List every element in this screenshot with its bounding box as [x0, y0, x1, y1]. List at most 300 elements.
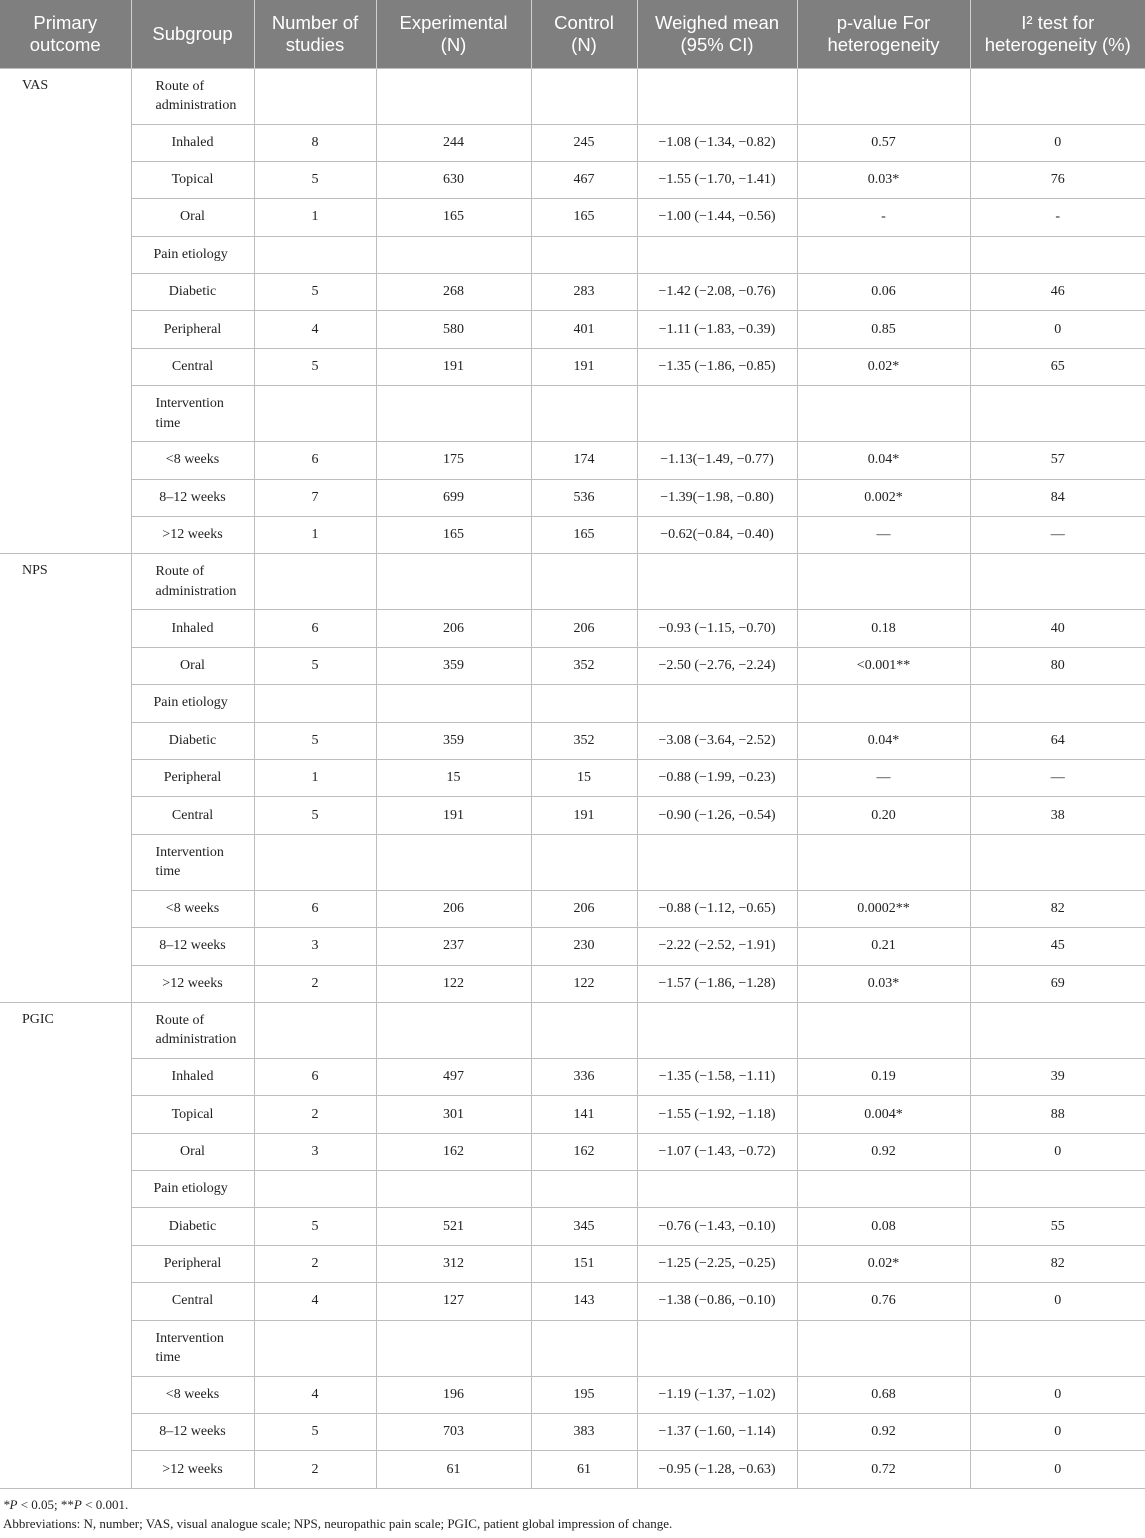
empty-cell [797, 1320, 970, 1376]
header-line: Control [554, 11, 614, 33]
experimental-cell: 359 [376, 647, 531, 684]
empty-cell [254, 834, 376, 890]
table-row [0, 1208, 1145, 1245]
weighed-mean-cell: −2.22 (−2.52, −1.91) [637, 928, 797, 965]
number-of-studies-cell: 5 [254, 722, 376, 759]
p-value-cell: 0.68 [797, 1376, 970, 1413]
experimental-cell: 191 [376, 797, 531, 834]
subgroup-cell: Central [131, 348, 254, 385]
header-line: heterogeneity [827, 33, 940, 55]
empty-cell [376, 1171, 531, 1208]
number-of-studies-cell: 4 [254, 1376, 376, 1413]
experimental-cell: 127 [376, 1283, 531, 1320]
p-value-cell: 0.08 [797, 1208, 970, 1245]
subgroup-heading-row [0, 386, 1145, 442]
control-header [531, 0, 637, 68]
i2-cell: 65 [970, 348, 1145, 385]
number-of-studies-cell: 7 [254, 479, 376, 516]
empty-cell [531, 1002, 637, 1058]
table-footnotes [0, 1489, 1145, 1533]
weighed-mean-cell: −0.76 (−1.43, −0.10) [637, 1208, 797, 1245]
weighed-mean-cell: −0.95 (−1.28, −0.63) [637, 1451, 797, 1488]
p-value-cell: <0.001** [797, 647, 970, 684]
empty-cell [254, 685, 376, 722]
p-value-cell: 0.57 [797, 124, 970, 161]
subgroup-heading-line: Intervention [155, 844, 224, 860]
table-row [0, 1245, 1145, 1282]
i2-cell: 82 [970, 1245, 1145, 1282]
i2-cell: — [970, 517, 1145, 554]
number-of-studies-cell: 2 [254, 965, 376, 1002]
i2-cell: - [970, 199, 1145, 236]
table-row [0, 610, 1145, 647]
subgroup-cell: 8–12 weeks [131, 1414, 254, 1451]
subgroup-header [131, 0, 254, 68]
control-cell: 336 [531, 1058, 637, 1095]
empty-cell [970, 386, 1145, 442]
number-of-studies-cell: 6 [254, 442, 376, 479]
table-row [0, 124, 1145, 161]
subgroup-heading-line: administration [155, 98, 237, 113]
control-cell: 206 [531, 610, 637, 647]
subgroup-heading-row [0, 834, 1145, 890]
header-line: Weighed mean [654, 11, 780, 33]
p-value-cell: 0.04* [797, 722, 970, 759]
experimental-cell: 301 [376, 1096, 531, 1133]
subgroup-heading-cell: Pain etiology [131, 1171, 254, 1208]
weighed-mean-cell: −1.37 (−1.60, −1.14) [637, 1414, 797, 1451]
empty-cell [970, 1002, 1145, 1058]
empty-cell [376, 834, 531, 890]
table-row [0, 274, 1145, 311]
subgroup-cell: >12 weeks [131, 517, 254, 554]
i2-cell: 0 [970, 1414, 1145, 1451]
i2-cell: 39 [970, 1058, 1145, 1095]
control-cell: 165 [531, 517, 637, 554]
control-cell: 383 [531, 1414, 637, 1451]
experimental-cell: 15 [376, 759, 531, 796]
empty-cell [637, 1171, 797, 1208]
p-value-cell: 0.02* [797, 348, 970, 385]
empty-cell [970, 68, 1145, 124]
i2-cell: 0 [970, 124, 1145, 161]
primary-outcome-header [0, 0, 131, 68]
subgroup-heading-cell [131, 1320, 254, 1376]
subgroup-cell: Peripheral [131, 311, 254, 348]
experimental-cell: 196 [376, 1376, 531, 1413]
table-row [0, 1096, 1145, 1133]
empty-cell [637, 68, 797, 124]
weighed-mean-cell: −1.13(−1.49, −0.77) [637, 442, 797, 479]
empty-cell [637, 1320, 797, 1376]
table-row [0, 479, 1145, 516]
i2-cell: — [970, 759, 1145, 796]
table-row [0, 928, 1145, 965]
header-line: Number of [271, 11, 359, 33]
p-value-cell: 0.004* [797, 1096, 970, 1133]
p-value-cell: — [797, 759, 970, 796]
table-row [0, 965, 1145, 1002]
p-value-cell: 0.002* [797, 479, 970, 516]
p-value-cell: - [797, 199, 970, 236]
control-cell: 283 [531, 274, 637, 311]
experimental-cell: 630 [376, 161, 531, 198]
subgroup-cell: <8 weeks [131, 442, 254, 479]
experimental-cell: 359 [376, 722, 531, 759]
abbreviations-footnote: Abbreviations: N, number; VAS, visual analogue scale; NPS, neuropathic pain scale; PGIC, patient global impression of change. [3, 1515, 673, 1531]
subgroup-heading-line: Route of [155, 1012, 205, 1028]
empty-cell [637, 554, 797, 610]
subgroup-heading-cell [131, 386, 254, 442]
weighed-mean-cell: −1.11 (−1.83, −0.39) [637, 311, 797, 348]
control-cell: 230 [531, 928, 637, 965]
table-row [0, 348, 1145, 385]
control-cell: 151 [531, 1245, 637, 1282]
p-value-cell: 0.04* [797, 442, 970, 479]
header-line: p-value For [836, 11, 931, 33]
empty-cell [797, 236, 970, 273]
subgroup-cell: Central [131, 797, 254, 834]
number-of-studies-cell: 2 [254, 1245, 376, 1282]
subgroup-heading-line: time [155, 1350, 181, 1366]
subgroup-cell: Inhaled [131, 610, 254, 647]
subgroup-heading-cell: Pain etiology [131, 685, 254, 722]
empty-cell [531, 554, 637, 610]
number-of-studies-cell: 5 [254, 348, 376, 385]
weighed-mean-cell: −1.07 (−1.43, −0.72) [637, 1133, 797, 1170]
i2-cell: 84 [970, 479, 1145, 516]
weighed-mean-cell: −2.50 (−2.76, −2.24) [637, 647, 797, 684]
header-line: Experimental [399, 11, 508, 33]
table-row [0, 199, 1145, 236]
number-of-studies-cell: 3 [254, 1133, 376, 1170]
experimental-cell: 244 [376, 124, 531, 161]
experimental-cell: 237 [376, 928, 531, 965]
table-row [0, 1414, 1145, 1451]
header-line: I² test for [1021, 11, 1095, 33]
weighed-mean-cell: −1.00 (−1.44, −0.56) [637, 199, 797, 236]
header-line: Primary [33, 11, 98, 33]
empty-cell [637, 834, 797, 890]
subgroup-heading-line: Intervention [155, 1330, 224, 1346]
p-value-cell: 0.92 [797, 1414, 970, 1451]
empty-cell [531, 1320, 637, 1376]
number-of-studies-cell: 5 [254, 161, 376, 198]
table-row [0, 311, 1145, 348]
subgroup-cell: Peripheral [131, 759, 254, 796]
empty-cell [797, 554, 970, 610]
empty-cell [376, 685, 531, 722]
significance-footnote: *P < 0.05; **P < 0.001. [3, 1496, 129, 1512]
subgroup-cell: Oral [131, 647, 254, 684]
i2-test-header [970, 0, 1145, 68]
empty-cell [254, 386, 376, 442]
subgroup-cell: Inhaled [131, 1058, 254, 1095]
weighed-mean-cell: −1.57 (−1.86, −1.28) [637, 965, 797, 1002]
weighed-mean-cell: −1.19 (−1.37, −1.02) [637, 1376, 797, 1413]
subgroup-cell: <8 weeks [131, 1376, 254, 1413]
header-line: (N) [571, 33, 597, 55]
p-value-cell: 0.76 [797, 1283, 970, 1320]
control-cell: 206 [531, 890, 637, 927]
table-row [0, 1283, 1145, 1320]
number-of-studies-cell: 1 [254, 759, 376, 796]
number-of-studies-cell: 5 [254, 797, 376, 834]
p-value-cell: 0.0002** [797, 890, 970, 927]
experimental-cell: 312 [376, 1245, 531, 1282]
empty-cell [970, 236, 1145, 273]
subgroup-heading-row [0, 68, 1145, 124]
table-row [0, 517, 1145, 554]
subgroup-cell: 8–12 weeks [131, 479, 254, 516]
i2-cell: 64 [970, 722, 1145, 759]
weighed-mean-cell: −1.55 (−1.70, −1.41) [637, 161, 797, 198]
experimental-cell: 699 [376, 479, 531, 516]
i2-cell: 0 [970, 1283, 1145, 1320]
experimental-header [376, 0, 531, 68]
subgroup-cell: Peripheral [131, 1245, 254, 1282]
p-value-cell: 0.06 [797, 274, 970, 311]
experimental-cell: 122 [376, 965, 531, 1002]
empty-cell [970, 554, 1145, 610]
i2-cell: 0 [970, 1451, 1145, 1488]
subgroup-cell: Diabetic [131, 274, 254, 311]
empty-cell [970, 1320, 1145, 1376]
weighed-mean-cell: −0.88 (−1.12, −0.65) [637, 890, 797, 927]
control-cell: 345 [531, 1208, 637, 1245]
i2-cell: 69 [970, 965, 1145, 1002]
experimental-cell: 268 [376, 274, 531, 311]
control-cell: 61 [531, 1451, 637, 1488]
table-row [0, 890, 1145, 927]
control-cell: 141 [531, 1096, 637, 1133]
subgroup-heading-line: time [155, 415, 181, 431]
i2-cell: 38 [970, 797, 1145, 834]
subgroup-cell: >12 weeks [131, 965, 254, 1002]
control-cell: 191 [531, 348, 637, 385]
number-of-studies-cell: 3 [254, 928, 376, 965]
subgroup-heading-line: Route of [155, 564, 205, 580]
empty-cell [531, 1171, 637, 1208]
experimental-cell: 206 [376, 890, 531, 927]
subgroup-heading-row [0, 554, 1145, 610]
i2-cell: 82 [970, 890, 1145, 927]
subgroup-heading-line: Route of [155, 78, 205, 94]
subgroup-cell: Diabetic [131, 1208, 254, 1245]
table-row [0, 1058, 1145, 1095]
subgroup-cell: Oral [131, 199, 254, 236]
weighed-mean-cell: −1.25 (−2.25, −0.25) [637, 1245, 797, 1282]
p-value-cell: 0.03* [797, 161, 970, 198]
experimental-cell: 175 [376, 442, 531, 479]
experimental-cell: 521 [376, 1208, 531, 1245]
p-value-cell: — [797, 517, 970, 554]
subgroup-cell: 8–12 weeks [131, 928, 254, 965]
p-value-cell: 0.03* [797, 965, 970, 1002]
subgroup-heading-cell [131, 1002, 254, 1058]
i2-cell: 0 [970, 1133, 1145, 1170]
control-cell: 536 [531, 479, 637, 516]
table-row [0, 759, 1145, 796]
weighed-mean-cell: −1.35 (−1.58, −1.11) [637, 1058, 797, 1095]
subgroup-heading-row [0, 1320, 1145, 1376]
experimental-cell: 580 [376, 311, 531, 348]
control-cell: 174 [531, 442, 637, 479]
number-of-studies-cell: 4 [254, 311, 376, 348]
i2-cell: 57 [970, 442, 1145, 479]
table-row [0, 647, 1145, 684]
weighed-mean-cell: −1.35 (−1.86, −0.85) [637, 348, 797, 385]
weighed-mean-cell: −0.93 (−1.15, −0.70) [637, 610, 797, 647]
empty-cell [797, 386, 970, 442]
weighed-mean-cell: −1.08 (−1.34, −0.82) [637, 124, 797, 161]
experimental-cell: 703 [376, 1414, 531, 1451]
subgroup-cell: >12 weeks [131, 1451, 254, 1488]
weighed-mean-cell: −1.55 (−1.92, −1.18) [637, 1096, 797, 1133]
empty-cell [637, 386, 797, 442]
primary-outcome-cell: VAS [0, 68, 131, 554]
subgroup-cell: <8 weeks [131, 890, 254, 927]
weighed-mean-header [637, 0, 797, 68]
table-row [0, 1133, 1145, 1170]
header-line: outcome [29, 33, 101, 55]
subgroup-cell: Inhaled [131, 124, 254, 161]
p-value-cell: 0.92 [797, 1133, 970, 1170]
i2-cell: 40 [970, 610, 1145, 647]
control-cell: 165 [531, 199, 637, 236]
experimental-cell: 162 [376, 1133, 531, 1170]
empty-cell [376, 1002, 531, 1058]
weighed-mean-cell: −0.90 (−1.26, −0.54) [637, 797, 797, 834]
number-of-studies-cell: 2 [254, 1451, 376, 1488]
p-value-cell: 0.20 [797, 797, 970, 834]
p-value-cell: 0.72 [797, 1451, 970, 1488]
empty-cell [376, 554, 531, 610]
empty-cell [376, 236, 531, 273]
p-value-header [797, 0, 970, 68]
i2-cell: 45 [970, 928, 1145, 965]
empty-cell [637, 236, 797, 273]
p-value-cell: 0.21 [797, 928, 970, 965]
header-line: studies [285, 33, 345, 55]
subgroup-heading-line: time [155, 864, 181, 880]
number-of-studies-cell: 6 [254, 610, 376, 647]
i2-cell: 0 [970, 311, 1145, 348]
control-cell: 162 [531, 1133, 637, 1170]
experimental-cell: 165 [376, 517, 531, 554]
subgroup-heading-line: administration [155, 583, 237, 599]
subgroup-cell: Diabetic [131, 722, 254, 759]
number-of-studies-cell: 5 [254, 274, 376, 311]
table-row [0, 722, 1145, 759]
experimental-cell: 191 [376, 348, 531, 385]
number-of-studies-cell: 1 [254, 517, 376, 554]
i2-cell: 55 [970, 1208, 1145, 1245]
number-of-studies-cell: 6 [254, 1058, 376, 1095]
empty-cell [254, 68, 376, 124]
header-line: (N) [440, 33, 467, 55]
empty-cell [254, 554, 376, 610]
subgroup-heading-line: Intervention [155, 396, 224, 412]
number-of-studies-cell: 2 [254, 1096, 376, 1133]
empty-cell [970, 1171, 1145, 1208]
empty-cell [797, 1002, 970, 1058]
control-cell: 467 [531, 161, 637, 198]
number-of-studies-cell: 5 [254, 647, 376, 684]
i2-cell: 46 [970, 274, 1145, 311]
empty-cell [254, 1320, 376, 1376]
p-value-cell: 0.18 [797, 610, 970, 647]
empty-cell [376, 386, 531, 442]
control-cell: 245 [531, 124, 637, 161]
i2-cell: 76 [970, 161, 1145, 198]
empty-cell [797, 834, 970, 890]
control-cell: 143 [531, 1283, 637, 1320]
empty-cell [531, 386, 637, 442]
empty-cell [531, 68, 637, 124]
experimental-cell: 497 [376, 1058, 531, 1095]
empty-cell [637, 685, 797, 722]
empty-cell [531, 834, 637, 890]
subgroup-heading-cell: Pain etiology [131, 236, 254, 273]
number-of-studies-cell: 8 [254, 124, 376, 161]
table-body [0, 68, 1145, 1488]
subgroup-cell: Oral [131, 1133, 254, 1170]
number-of-studies-cell: 6 [254, 890, 376, 927]
empty-cell [254, 1171, 376, 1208]
header-line: Subgroup [152, 22, 233, 44]
control-cell: 122 [531, 965, 637, 1002]
empty-cell [531, 236, 637, 273]
empty-cell [797, 685, 970, 722]
control-cell: 15 [531, 759, 637, 796]
weighed-mean-cell: −1.42 (−2.08, −0.76) [637, 274, 797, 311]
control-cell: 401 [531, 311, 637, 348]
subgroup-cell: Topical [131, 1096, 254, 1133]
subgroup-cell: Central [131, 1283, 254, 1320]
header-line: heterogeneity (%) [984, 33, 1131, 55]
p-value-cell: 0.85 [797, 311, 970, 348]
weighed-mean-cell: −0.62(−0.84, −0.40) [637, 517, 797, 554]
number-of-studies-header [254, 0, 376, 68]
control-cell: 195 [531, 1376, 637, 1413]
i2-cell: 88 [970, 1096, 1145, 1133]
control-cell: 352 [531, 722, 637, 759]
empty-cell [637, 1002, 797, 1058]
subgroup-heading-cell [131, 834, 254, 890]
primary-outcome-cell: PGIC [0, 1002, 131, 1488]
subgroup-cell: Topical [131, 161, 254, 198]
empty-cell [970, 834, 1145, 890]
empty-cell [797, 1171, 970, 1208]
experimental-cell: 165 [376, 199, 531, 236]
subgroup-heading-line: administration [155, 1032, 237, 1048]
table-row [0, 1376, 1145, 1413]
table-row [0, 797, 1145, 834]
table-row [0, 1451, 1145, 1488]
number-of-studies-cell: 5 [254, 1208, 376, 1245]
number-of-studies-cell: 5 [254, 1414, 376, 1451]
subgroup-heading-row [0, 1002, 1145, 1058]
subgroup-heading-cell [131, 68, 254, 124]
i2-cell: 0 [970, 1376, 1145, 1413]
subgroup-heading-row [0, 685, 1145, 722]
i2-cell: 80 [970, 647, 1145, 684]
weighed-mean-cell: −3.08 (−3.64, −2.52) [637, 722, 797, 759]
weighed-mean-cell: −1.39(−1.98, −0.80) [637, 479, 797, 516]
subgroup-heading-row [0, 236, 1145, 273]
primary-outcome-cell: NPS [0, 554, 131, 1003]
